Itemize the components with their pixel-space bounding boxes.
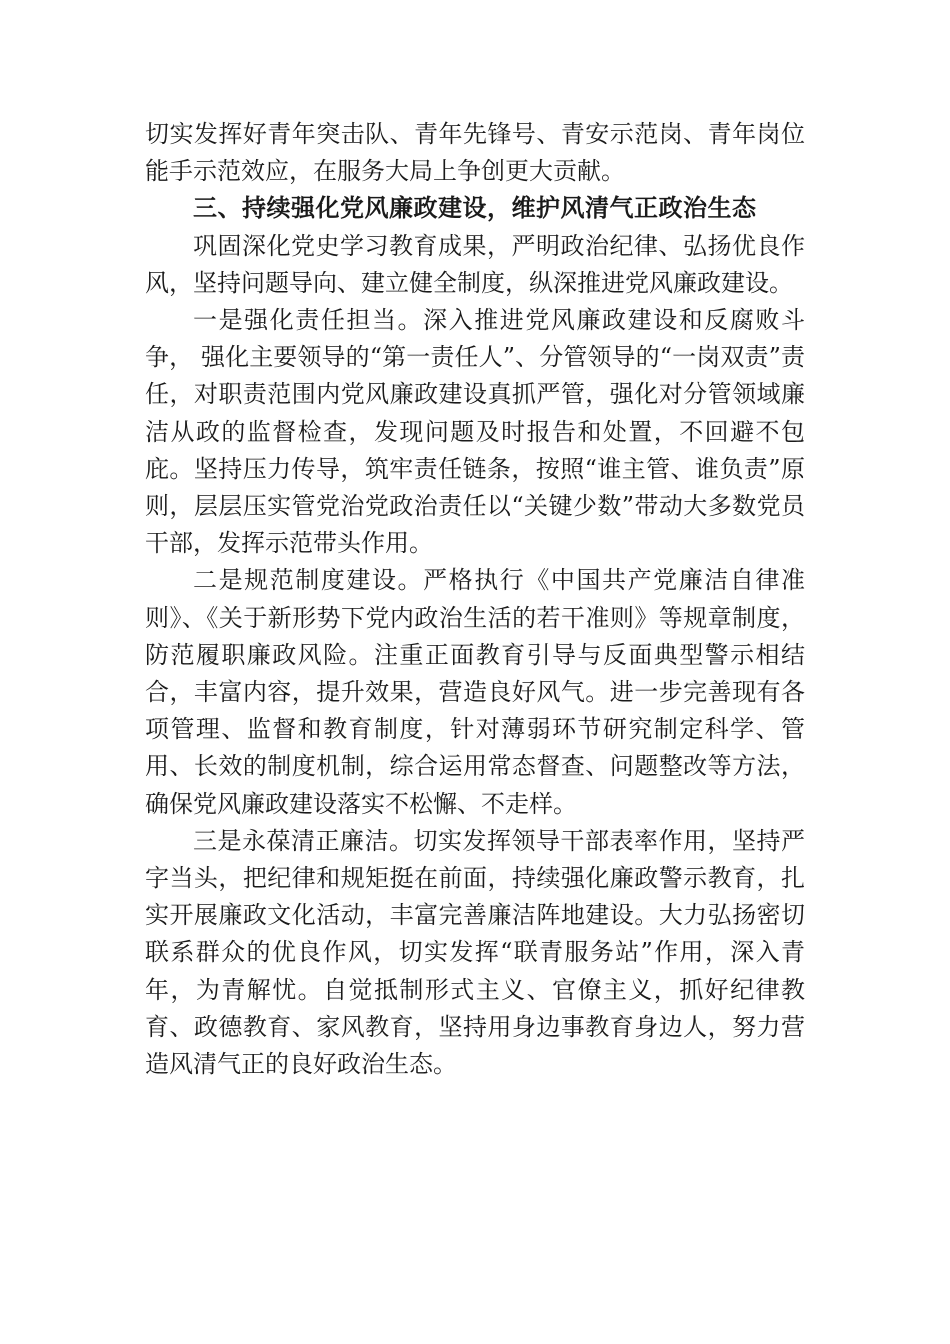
paragraph-responsibility: 一是强化责任担当。深入推进党风廉政建设和反腐败斗争， 强化主要领导的“第一责任人”、分管领导的“一岗双责”责任，对职责范围内党风廉政建设真抓严管，强化对分管领域廉洁从政的监督检查，发现问题及时报告和处置，不回避不包庇。坚持压力传导，筑牢责任链条，按照“谁主管、谁负责”原则，层层压实管党治党政治责任以“关键少数”带动大多数党员干部，发挥示范带头作用。 [145, 306, 805, 558]
intro-paragraph: 巩固深化党史学习教育成果，严明政治纪律、弘扬优良作风，坚持问题导向、建立健全制度，纵深推进党风廉政建设。 [145, 231, 805, 297]
paragraph-regulations: 二是规范制度建设。严格执行《中国共产党廉洁自律准则》、《关于新形势下党内政治生活的若干准则》等规章制度，防范履职廉政风险。注重正面教育引导与反面典型警示相结合，丰富内容，提升效果，营造良好风气。进一步完善现有各项管理、监督和教育制度，针对薄弱环节研究制定科学、管用、长效的制度机制，综合运用常态督查、问题整改等方法，确保党风廉政建设落实不松懈、不走样。 [145, 566, 805, 818]
paragraph-integrity: 三是永葆清正廉洁。切实发挥领导干部表率作用，坚持严字当头，把纪律和规矩挺在前面，持续强化廉政警示教育，扎实开展廉政文化活动，丰富完善廉洁阵地建设。大力弘扬密切联系群众的优良作风，切实发挥“联青服务站”作用，深入青年，为青解忧。自觉抵制形式主义、官僚主义，抓好纪律教育、政德教育、家风教育，坚持用身边事教育身边人，努力营造风清气正的良好政治生态。 [145, 826, 805, 1079]
document-page [145, 116, 805, 1083]
section-heading: 三、持续强化党风廉政建设，维护风清气正政治生态 [193, 194, 757, 223]
continuation-paragraph: 切实发挥好青年突击队、青年先锋号、青安示范岗、青年岗位能手示范效应，在服务大局上争创更大贡献。 [145, 120, 805, 186]
